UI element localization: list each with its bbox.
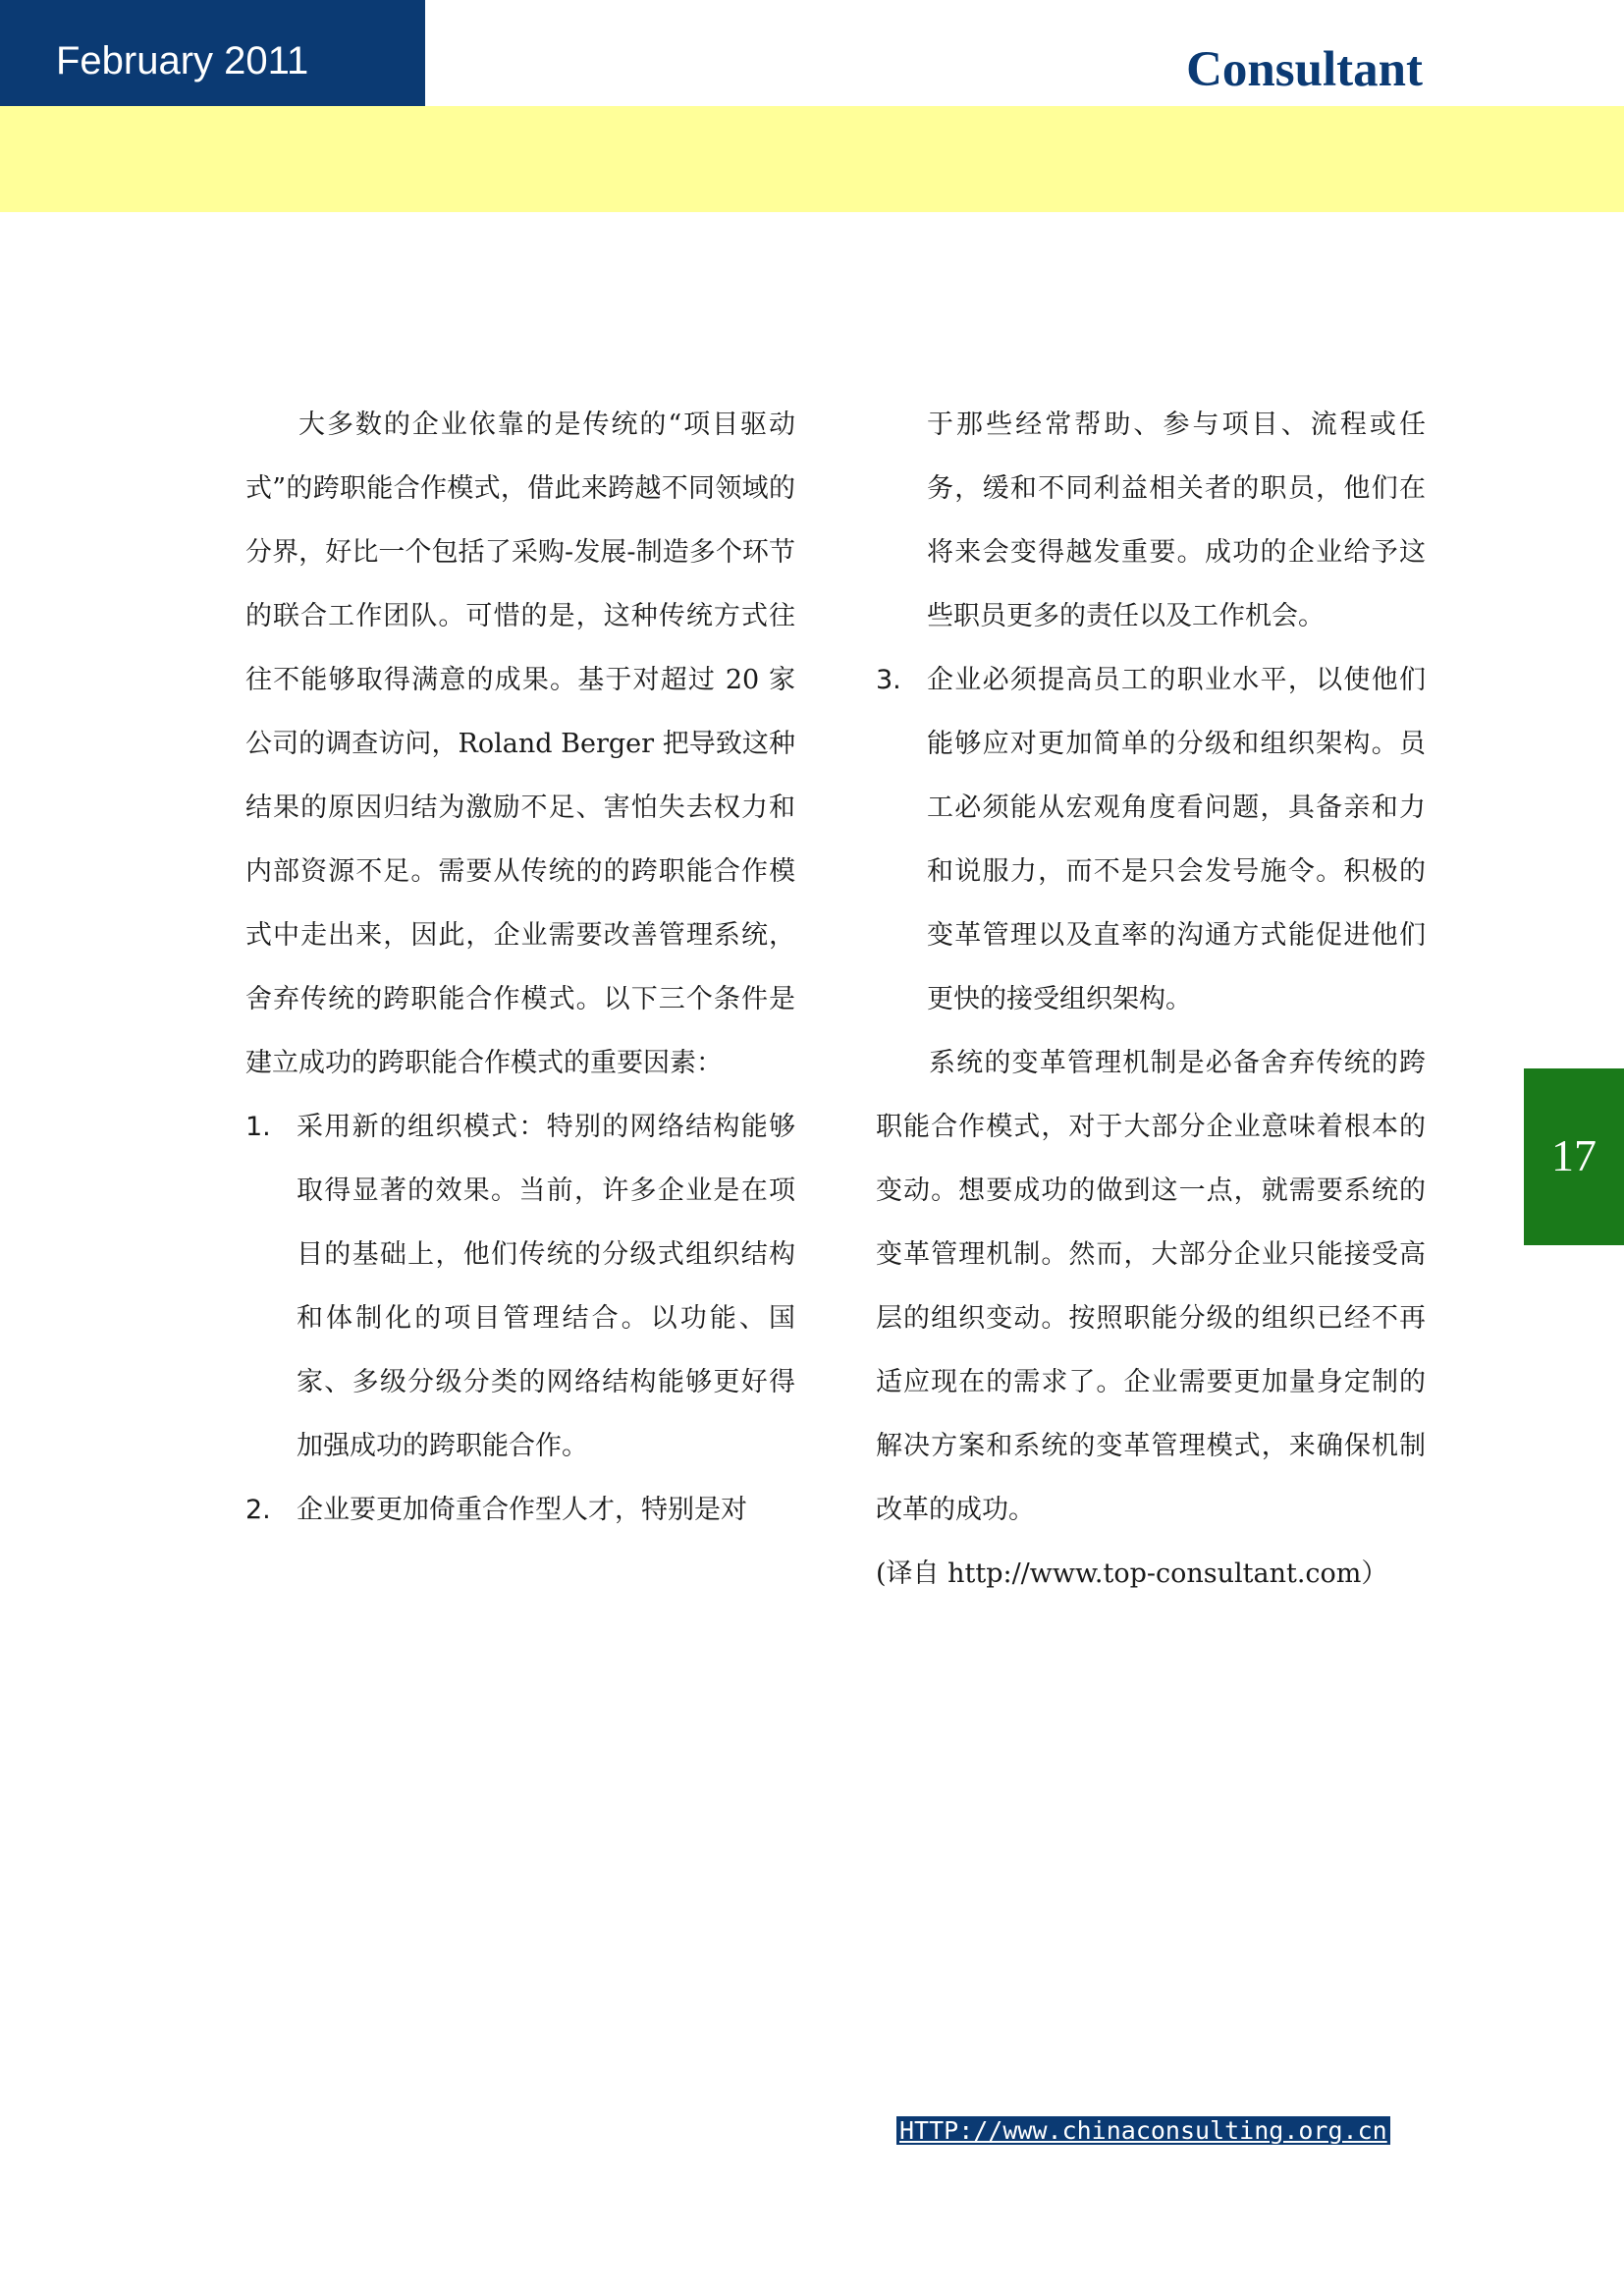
header-band xyxy=(0,106,1624,212)
list-number-1: 1. xyxy=(245,1112,271,1142)
page-number-tab xyxy=(1524,1068,1624,1245)
list-text-3: 企业必须提高员工的职业水平，以使他们能够应对更加简单的分级和组织架构。员工必须能从宏观角度看问题，具备亲和力和说服力，而不是只会发号施令。积极的变革管理以及直率的沟通方式能促进他们更快的接受组织架构。 xyxy=(927,665,1426,1014)
list-text-2: 企业要更加倚重合作型人才，特别是对 xyxy=(297,1495,747,1525)
magazine-title: Consultant xyxy=(1186,42,1423,97)
issue-date: February 2011 xyxy=(56,39,309,82)
intro-paragraph: 大多数的企业依靠的是传统的“项目驱动式”的跨职能合作模式，借此来跨越不同领域的分界，好比一个包括了采购-发展-制造多个环节的联合工作团队。可惜的是，这种传统方式往往不能够取得满意的成果。基于对超过 20 家公司的调查访问，Roland Berger 把导致这种结果的原因归结为激励不足、害怕失去权力和内部资源不足。需要从传统的的跨职能合作模式中走出来，因此，企业需要改善管理系统，舍弃传统的跨职能合作模式。以下三个条件是建立成功的跨职能合作模式的重要因素： xyxy=(245,410,795,1078)
list-text-1: 采用新的组织模式：特别的网络结构能够取得显著的效果。当前，许多企业是在项目的基础上，他们传统的分级式组织结构和体制化的项目管理结合。以功能、国家、多级分级分类的网络结构能够更好得加强成功的跨职能合作。 xyxy=(297,1112,795,1461)
list-number-2: 2. xyxy=(245,1495,271,1525)
list-item-1 xyxy=(245,1095,795,1478)
page-number: 17 xyxy=(1551,1130,1597,1180)
header-date-box xyxy=(0,0,425,106)
list-text-2-continued: 于那些经常帮助、参与项目、流程或任务，缓和不同利益相关者的职员，他们在将来会变得越发重要。成功的企业给予这些职员更多的责任以及工作机会。 xyxy=(927,410,1426,631)
list-item-2-continued xyxy=(876,393,1426,648)
left-column xyxy=(245,393,795,1542)
closing-paragraph: 系统的变革管理机制是必备舍弃传统的跨职能合作模式，对于大部分企业意味着根本的变动。想要成功的做到这一点，就需要系统的变革管理机制。然而，大部分企业只能接受高层的组织变动。按照职能分级的组织已经不再适应现在的需求了。企业需要更加量身定制的解决方案和系统的变革管理模式，来确保机制改革的成功。 xyxy=(876,1048,1426,1525)
right-column xyxy=(876,393,1426,1606)
list-item-3 xyxy=(876,648,1426,1031)
source-citation: (译自 http://www.top-consultant.com） xyxy=(876,1558,1388,1589)
list-item-2 xyxy=(245,1478,795,1542)
footer-website-link[interactable]: HTTP://www.chinaconsulting.org.cn xyxy=(896,2116,1390,2145)
list-number-3: 3. xyxy=(876,665,901,695)
